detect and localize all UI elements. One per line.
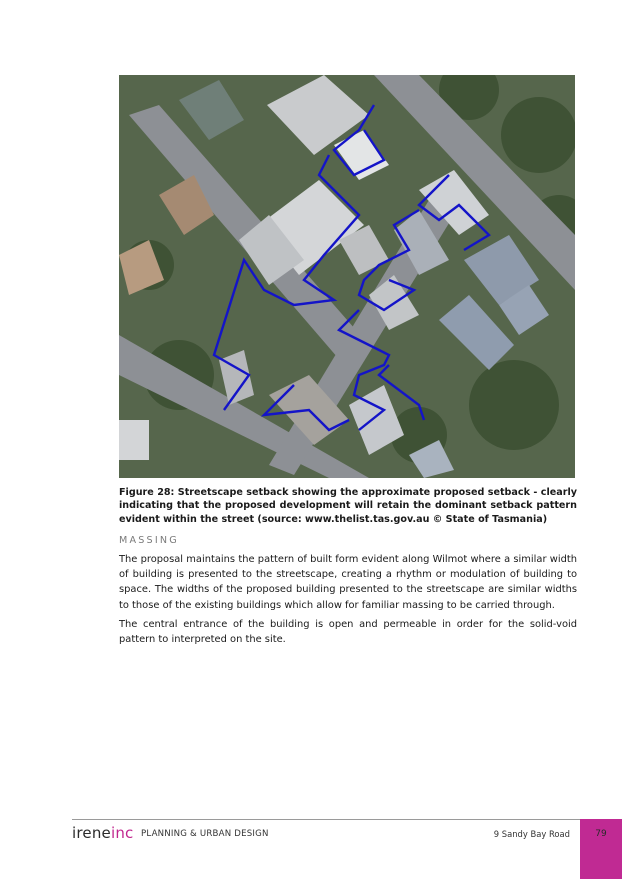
brand-tagline: PLANNING & URBAN DESIGN bbox=[141, 829, 269, 839]
figure-caption: Figure 28: Streetscape setback showing the approximate proposed setback - clearly indicating that the proposed development will retain the dominant setback pattern evident within the street (source: www.thelist.tas.gov.au © State of Tasmania) bbox=[119, 487, 577, 525]
body-paragraph: The central entrance of the building is open and permeable in order for the solid-void pattern to interpreted on the site. bbox=[119, 619, 577, 646]
page-number-tab bbox=[580, 819, 622, 879]
body-paragraph: The proposal maintains the pattern of built form evident along Wilmot where a similar width of building is presented to the streetscape, creating a rhythm or modulation of building to space. The widths of the proposed building presented to the streetscape are similar widths to those of the existing buildings which allow for familiar massing to be carried through. bbox=[119, 554, 577, 611]
brand-logo-part1: irene bbox=[72, 824, 111, 842]
brand-logo bbox=[72, 824, 134, 842]
brand-logo-part2: inc bbox=[110, 824, 134, 842]
footer-address: 9 Sandy Bay Road bbox=[493, 829, 570, 839]
footer-divider bbox=[72, 819, 580, 820]
page-number: 79 bbox=[595, 829, 607, 839]
aerial-site-image bbox=[119, 75, 575, 478]
section-heading: MASSING bbox=[119, 535, 179, 546]
aerial-map bbox=[119, 75, 575, 478]
